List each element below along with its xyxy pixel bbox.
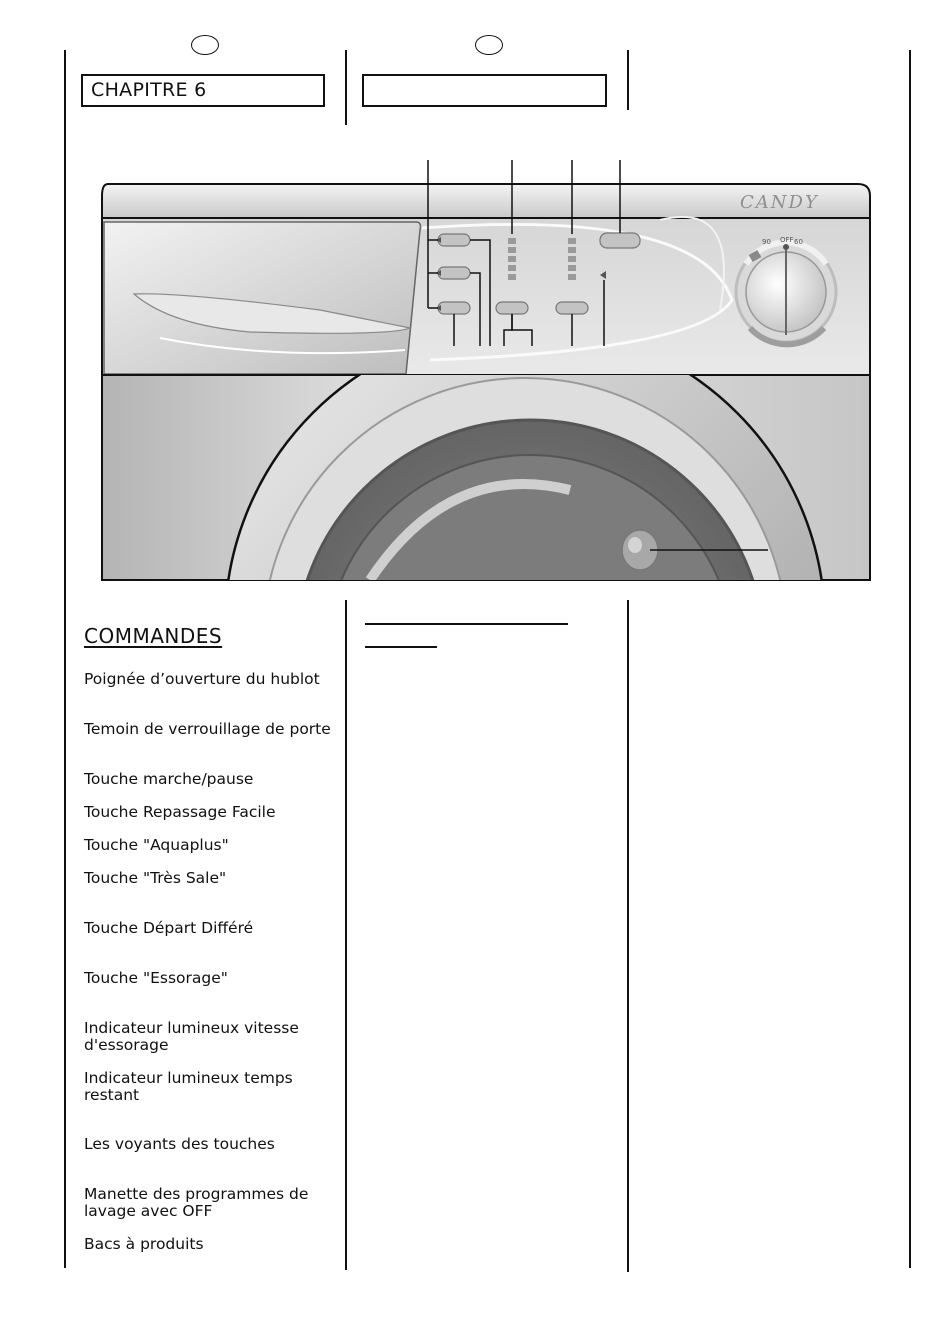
list-item: Bacs à produits xyxy=(84,1235,204,1253)
button-left-3 xyxy=(438,302,470,314)
frame-line-middle-top xyxy=(345,50,347,125)
frame-line-right-bottom xyxy=(627,600,629,1272)
section-title: COMMANDES xyxy=(84,624,223,648)
list-item: Touche marche/pause xyxy=(84,770,254,788)
frame-line-left xyxy=(64,50,66,1268)
frame-line-right-top xyxy=(627,50,629,110)
washing-machine-illustration xyxy=(100,160,872,582)
brand-logo: CANDY xyxy=(740,192,819,213)
list-item: Touche "Très Sale" xyxy=(84,869,227,887)
chapter-box-left xyxy=(81,74,325,107)
language-flag-circle-right xyxy=(475,35,503,55)
list-item: Touche Repassage Facile xyxy=(84,803,276,821)
button-essorage xyxy=(496,302,528,314)
button-left-2 xyxy=(438,267,470,279)
list-item: Indicateur lumineux temps restant xyxy=(84,1069,293,1104)
chapter-box-right xyxy=(362,74,607,107)
chapter-title: CHAPITRE 6 xyxy=(91,79,207,101)
button-left-1 xyxy=(438,234,470,246)
list-item: Touche Départ Différé xyxy=(84,919,254,937)
list-item: Touche "Essorage" xyxy=(84,969,228,987)
button-marche-pause xyxy=(600,233,640,248)
language-flag-circle-left xyxy=(191,35,219,55)
subtitle-underline xyxy=(365,646,437,648)
dial-label-off: OFF xyxy=(780,236,794,244)
button-depart-differe xyxy=(556,302,588,314)
dial-label-60: 60 xyxy=(794,238,803,246)
list-item: Les voyants des touches xyxy=(84,1135,275,1153)
title-underline xyxy=(365,623,568,625)
list-item: Touche "Aquaplus" xyxy=(84,836,229,854)
list-item: Indicateur lumineux vitesse d'essorage xyxy=(84,1019,299,1054)
frame-line-far-right xyxy=(909,50,911,1268)
dial-label-90: 90 xyxy=(762,238,771,246)
list-item: Temoin de verrouillage de porte xyxy=(84,720,331,738)
list-item: Manette des programmes de lavage avec OFF xyxy=(84,1185,309,1220)
list-item: Poignée d’ouverture du hublot xyxy=(84,670,320,688)
